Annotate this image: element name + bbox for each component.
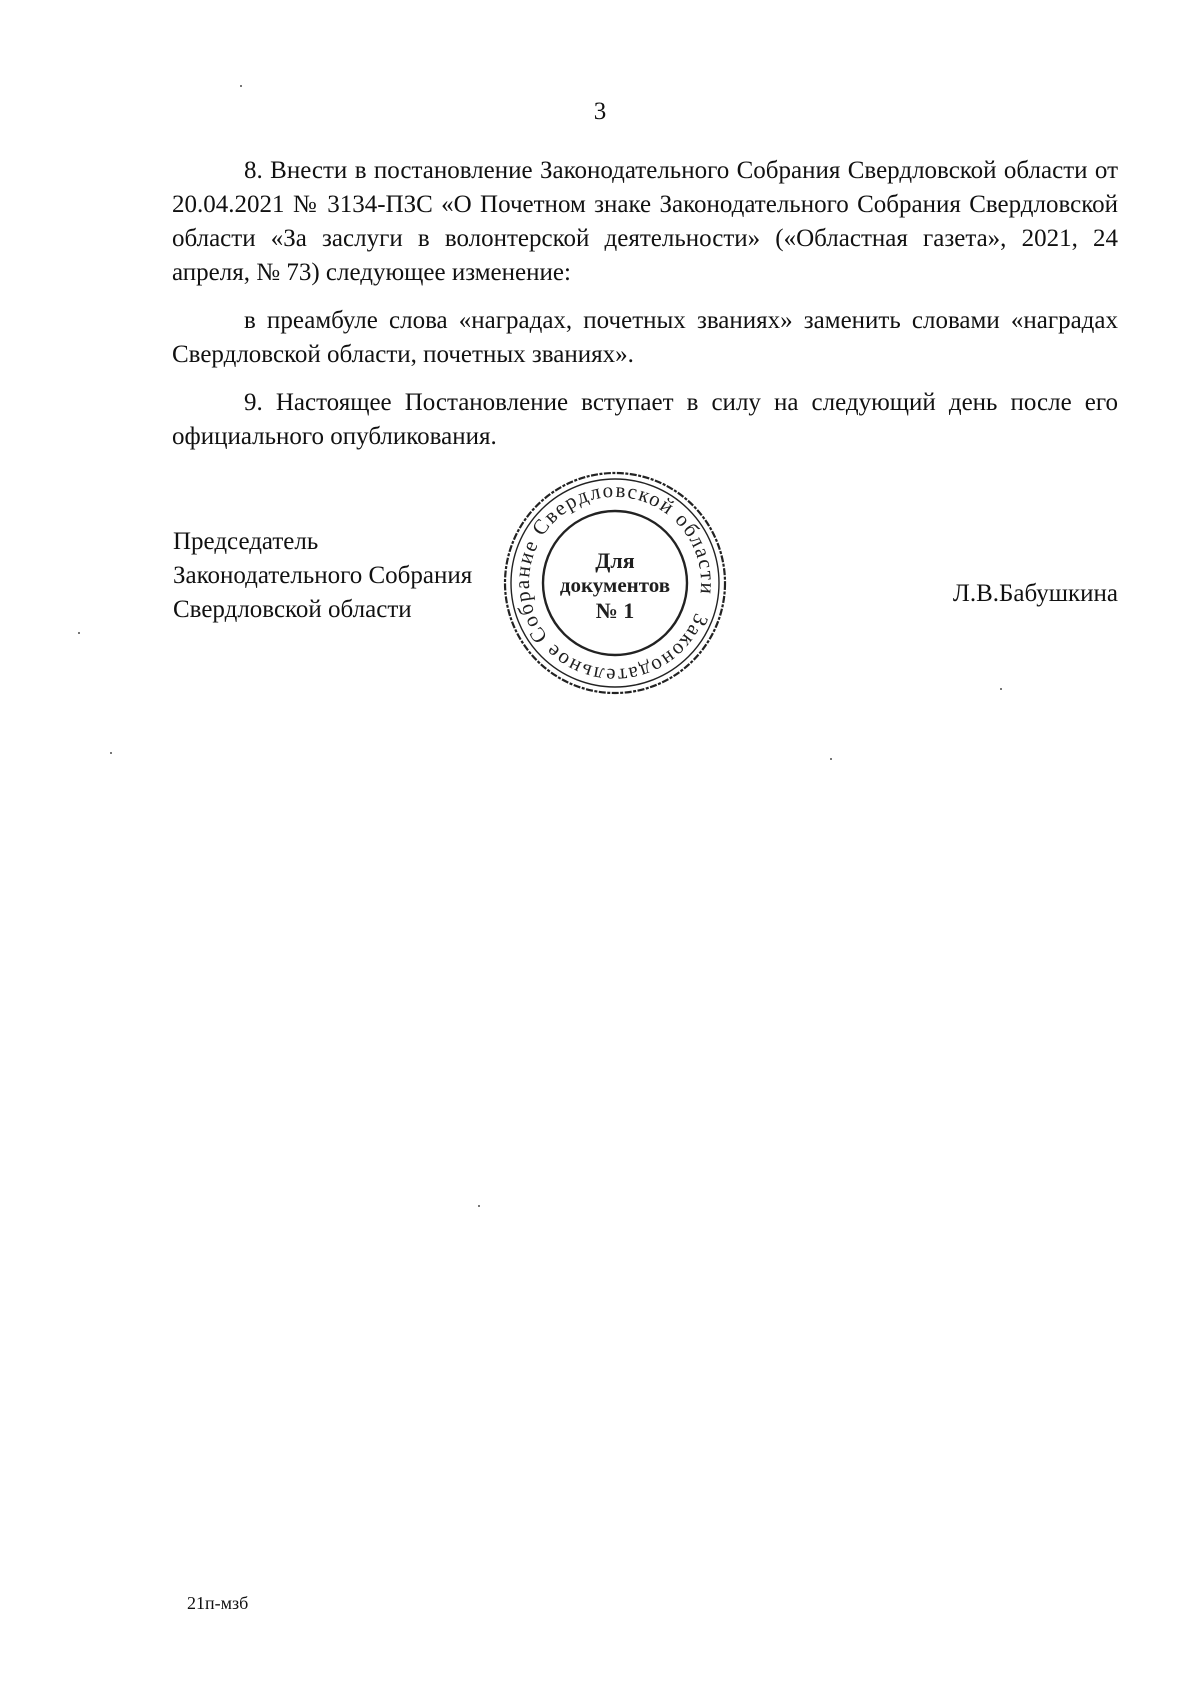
scan-speck: [1000, 688, 1002, 690]
scan-speck: [478, 1205, 480, 1207]
stamp-center-line: документов: [559, 573, 671, 597]
scan-speck: [110, 752, 112, 754]
document-code: 21п-мзб: [187, 1593, 249, 1613]
paragraph-amendment: в преамбуле слова «наградах, почетных званиях» заменить словами «наградах Свердловской области, почетных званиях».: [172, 307, 1118, 368]
paragraph-item-9: 9. Настоящее Постановление вступает в силу на следующий день после его официального опубликования.: [172, 389, 1118, 450]
page-number: 3: [593, 98, 607, 125]
document-body: [172, 154, 1118, 468]
signatory-name: Л.В.Бабушкина: [952, 580, 1118, 607]
stamp-ring-text: Законодательное Собрание Свердловской области: [509, 477, 721, 689]
signatory-title-line: Законодательного Собрания: [173, 562, 473, 589]
signatory-title: [173, 525, 472, 627]
signatory-title-line: Свердловской области: [173, 596, 412, 623]
paragraph-item-8: 8. Внести в постановление Законодательного Собрания Свердловской области от 20.04.2021 № 3134-ПЗС «О Почетном знаке Законодательного Собрания Свердловской области «За заслуги в волонтерской деятельности» («Областная газета», 2021, 24 апреля, № 73) следующее изменение:: [172, 157, 1118, 286]
official-stamp: [500, 468, 730, 698]
scan-speck: [78, 632, 80, 634]
scan-speck: [830, 758, 832, 760]
signatory-title-line: Председатель: [173, 528, 319, 555]
scan-speck: [240, 85, 242, 87]
stamp-center-line: № 1: [595, 598, 635, 623]
stamp-center-line: Для: [595, 548, 635, 573]
